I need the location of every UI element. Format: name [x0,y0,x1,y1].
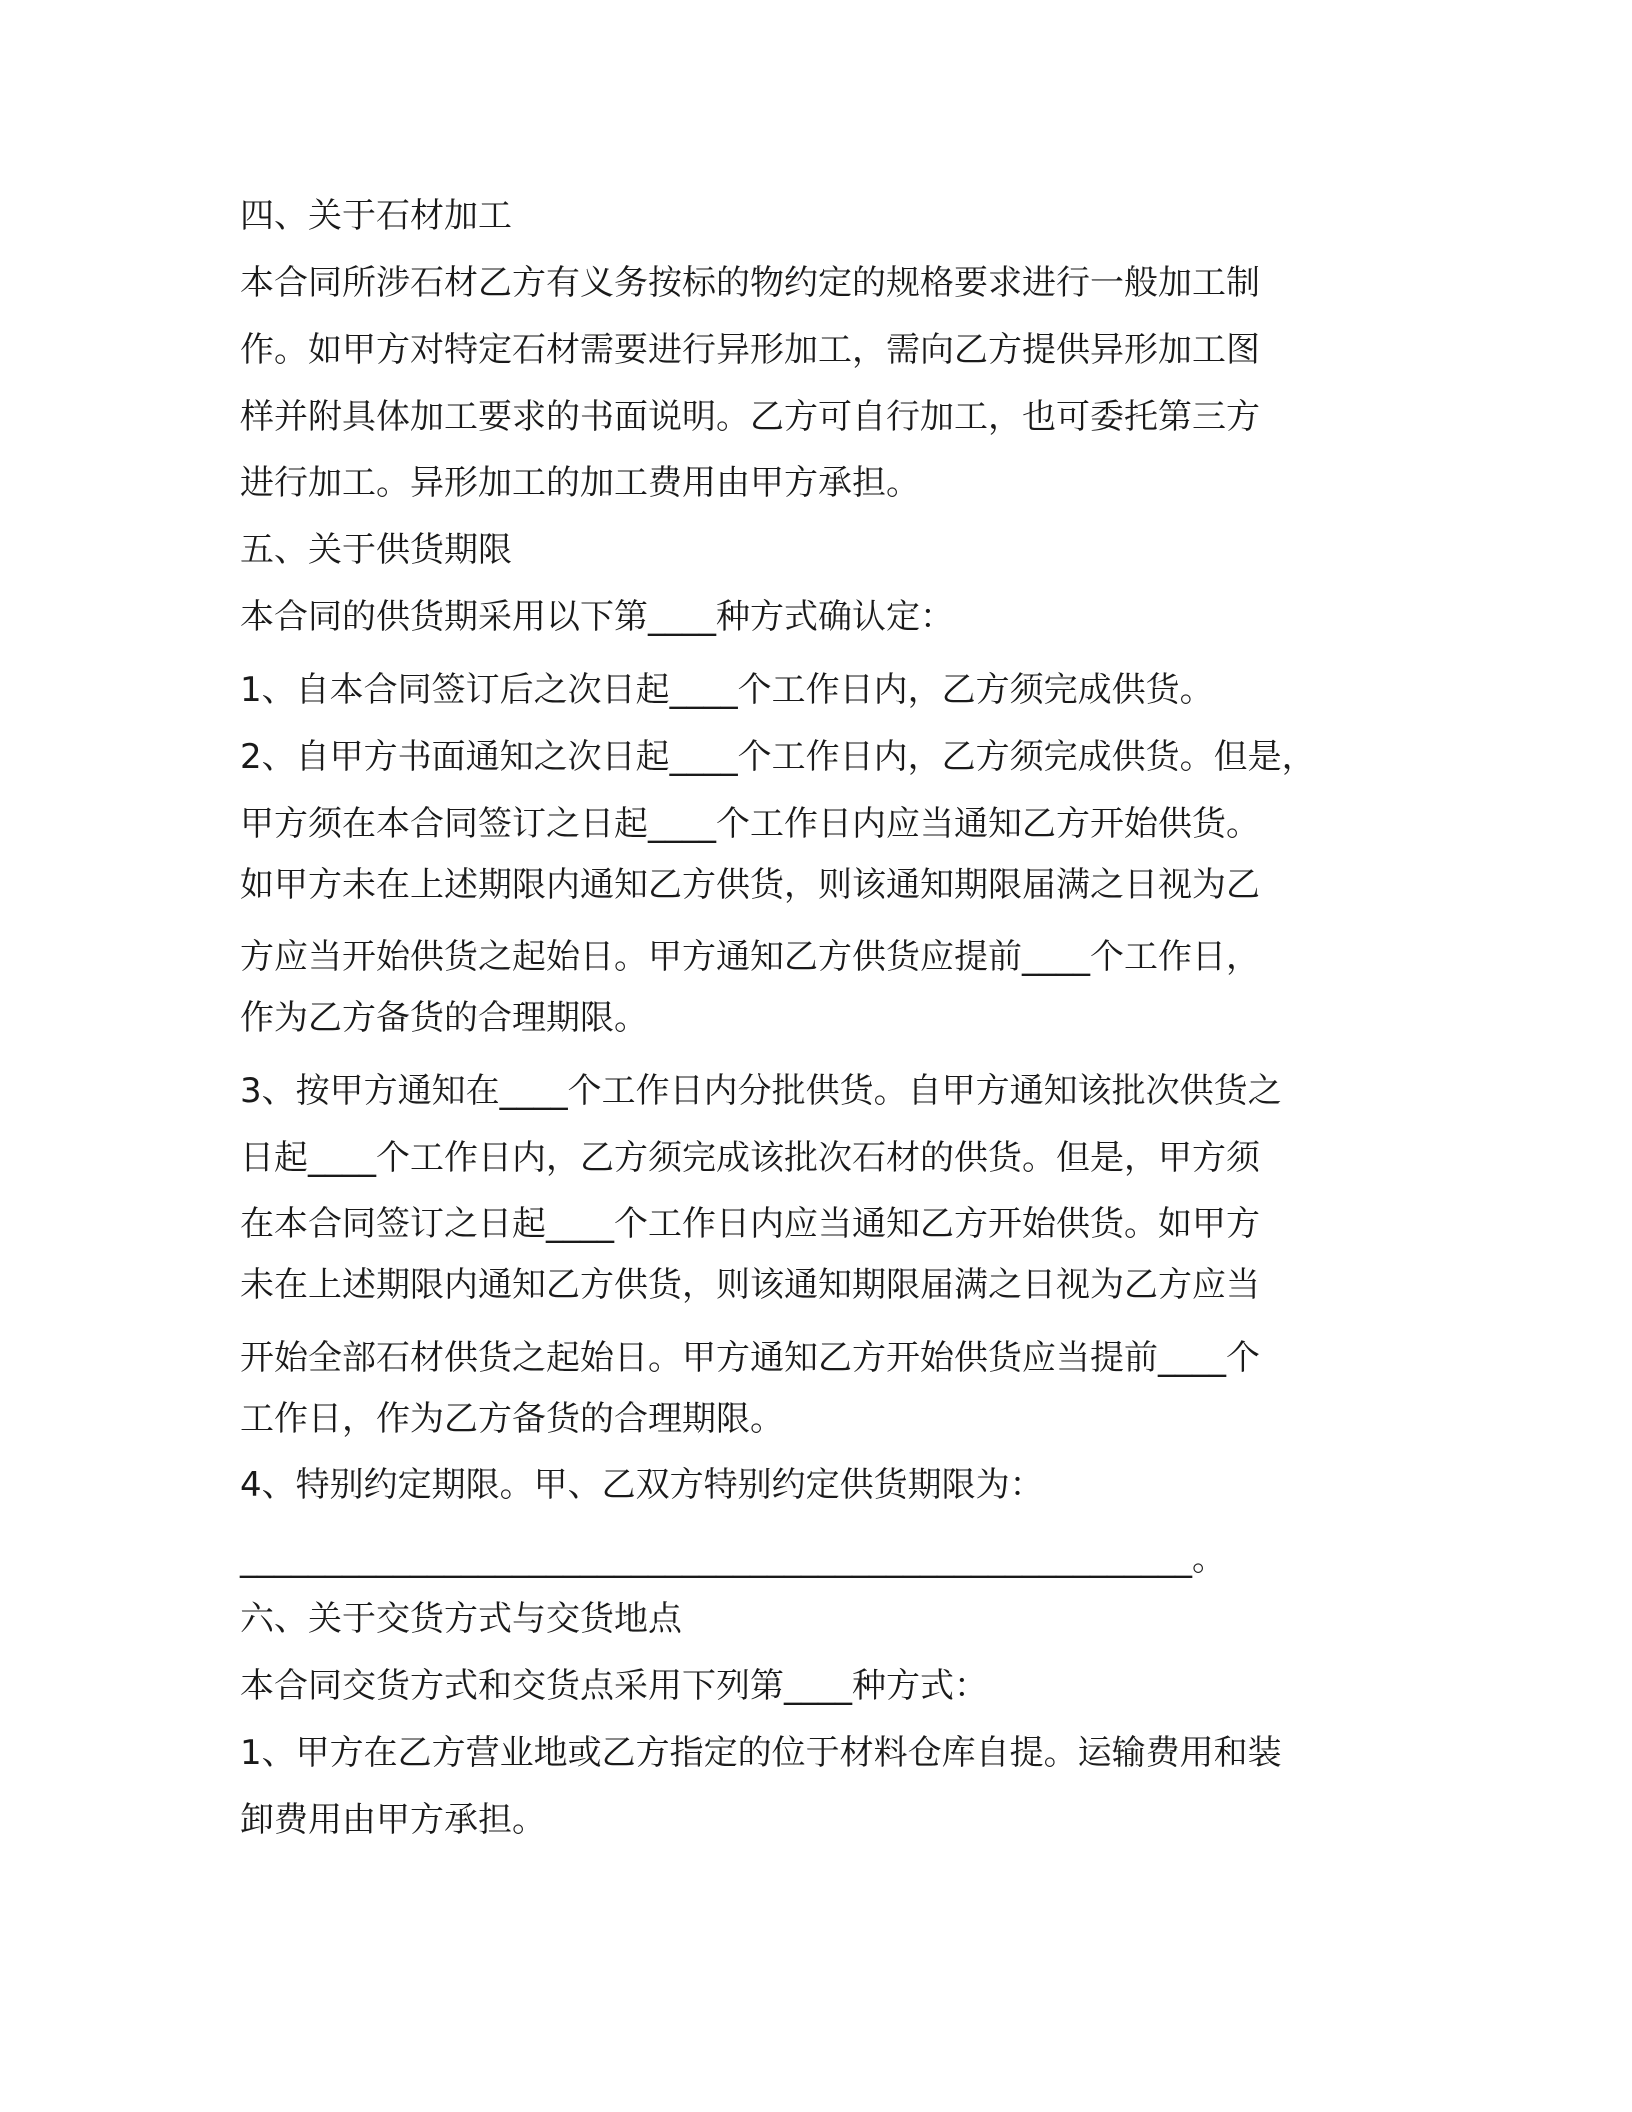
paragraph-line: 日起____个工作日内，乙方须完成该批次石材的供货。但是，甲方须 [240,1138,1260,1178]
paragraph-line: 如甲方未在上述期限内通知乙方供货，则该通知期限届满之日视为乙 [240,865,1260,905]
list-item-1: 1、自本合同签订后之次日起____个工作日内，乙方须完成供货。 [240,670,1214,710]
paragraph-line: 方应当开始供货之起始日。甲方通知乙方供货应提前____个工作日， [240,937,1260,977]
paragraph-line: 未在上述期限内通知乙方供货，则该通知期限届满之日视为乙方应当 [240,1265,1260,1305]
section-heading-6: 六、关于交货方式与交货地点 [240,1599,682,1639]
paragraph-line: 开始全部石材供货之起始日。甲方通知乙方开始供货应当提前____个 [240,1338,1260,1378]
blank-fill-line: ________________________________________________________。 [240,1539,1226,1579]
paragraph-line: 作为乙方备货的合理期限。 [240,998,648,1038]
paragraph-line: 本合同交货方式和交货点采用下列第____种方式： [240,1666,988,1706]
section-heading-5: 五、关于供货期限 [240,530,512,570]
list-item-3: 3、按甲方通知在____个工作日内分批供货。自甲方通知该批次供货之 [240,1071,1282,1111]
section-heading-4: 四、关于石材加工 [240,196,512,236]
paragraph-line: 工作日，作为乙方备货的合理期限。 [240,1399,784,1439]
list-item-1: 1、甲方在乙方营业地或乙方指定的位于材料仓库自提。运输费用和装 [240,1733,1282,1773]
paragraph-line: 本合同的供货期采用以下第____种方式确认定： [240,597,954,637]
list-item-4: 4、特别约定期限。甲、乙双方特别约定供货期限为： [240,1465,1044,1505]
paragraph-line: 样并附具体加工要求的书面说明。乙方可自行加工，也可委托第三方 [240,397,1260,437]
paragraph-line: 进行加工。异形加工的加工费用由甲方承担。 [240,463,920,503]
paragraph-line: 卸费用由甲方承担。 [240,1800,546,1840]
list-item-2: 2、自甲方书面通知之次日起____个工作日内，乙方须完成供货。但是， [240,737,1316,777]
paragraph-line: 本合同所涉石材乙方有义务按标的物约定的规格要求进行一般加工制 [240,263,1260,303]
paragraph-line: 甲方须在本合同签订之日起____个工作日内应当通知乙方开始供货。 [240,804,1260,844]
paragraph-line: 作。如甲方对特定石材需要进行异形加工，需向乙方提供异形加工图 [240,330,1260,370]
paragraph-line: 在本合同签订之日起____个工作日内应当通知乙方开始供货。如甲方 [240,1204,1260,1244]
